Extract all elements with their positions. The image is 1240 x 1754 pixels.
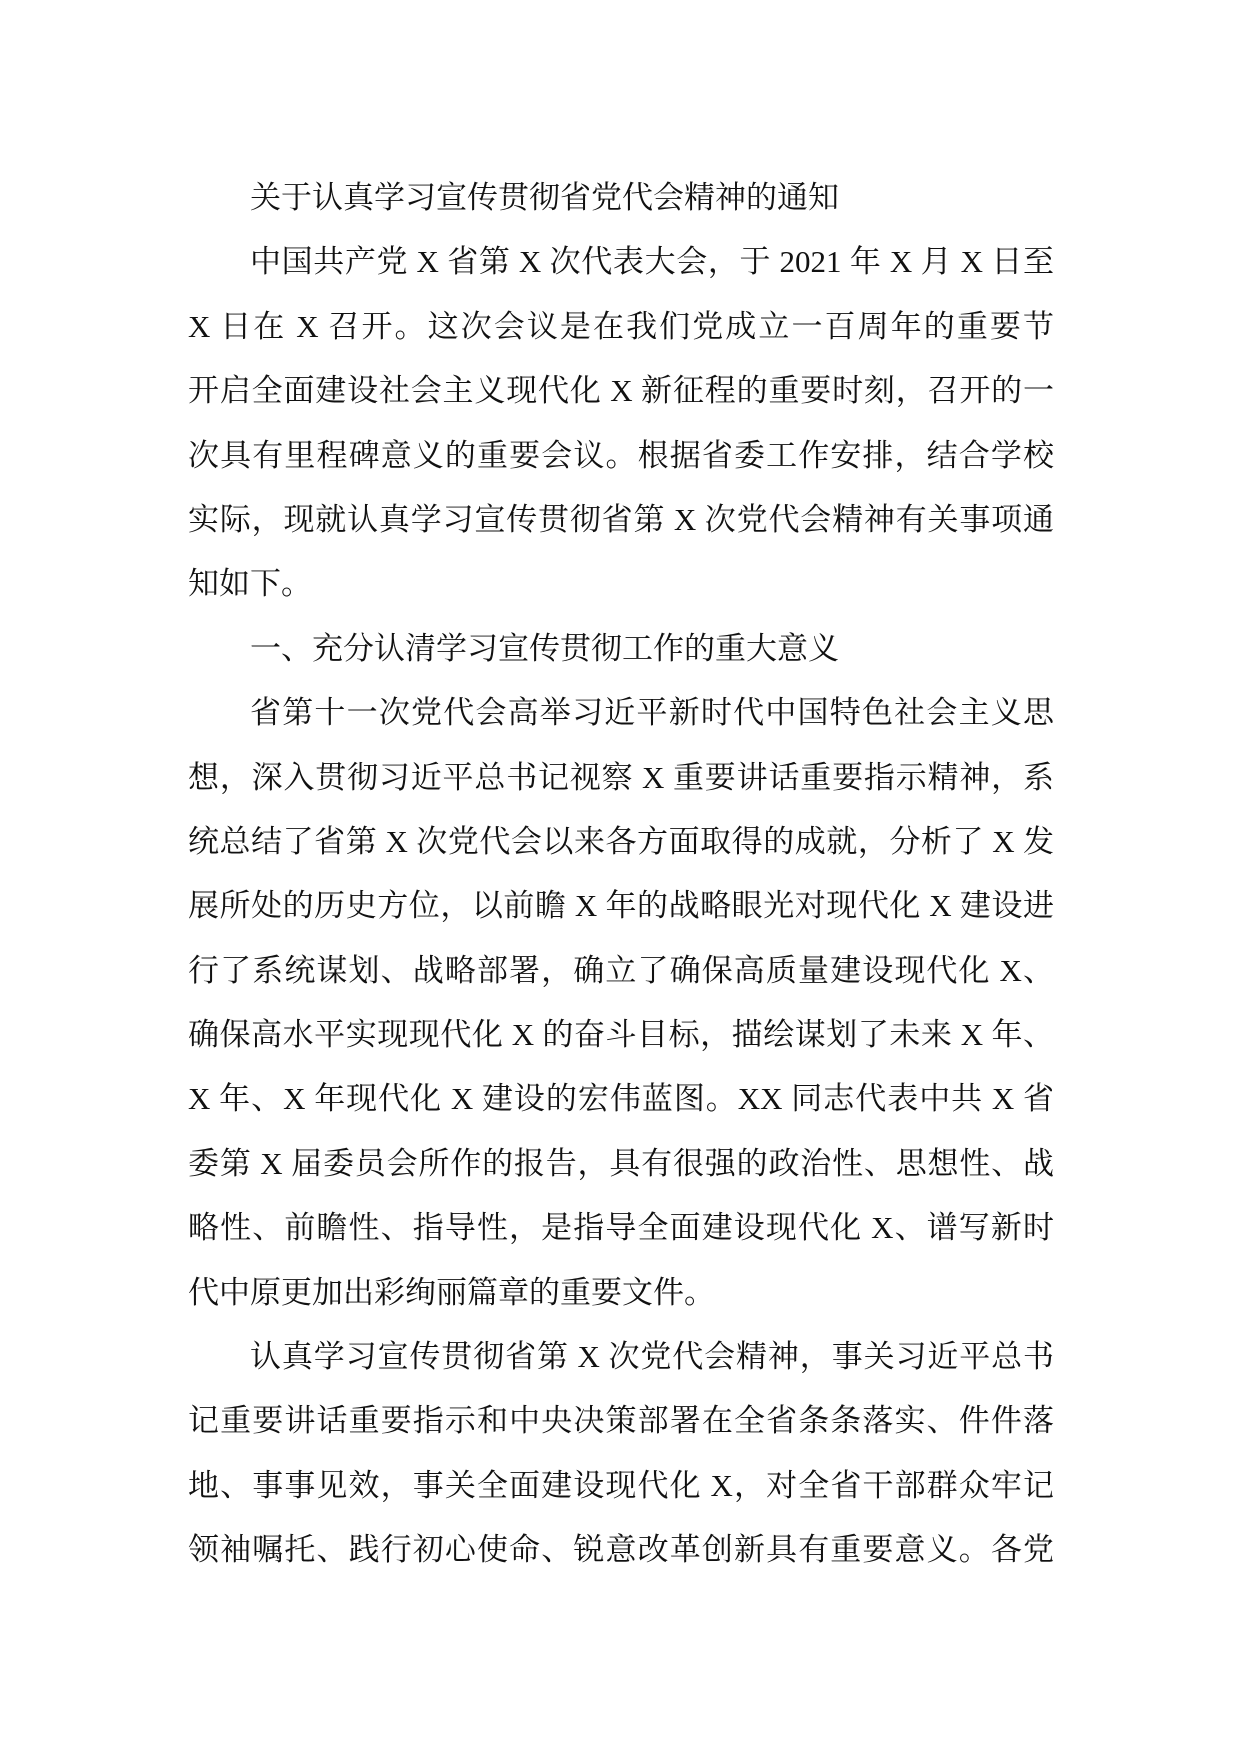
paragraph-line: X 日在 X 召开。这次会议是在我们党成立一百周年的重要节 — [188, 308, 1054, 344]
paragraph-line: X 年、X 年现代化 X 建设的宏伟蓝图。XX 同志代表中共 X 省 — [188, 1081, 1054, 1117]
paragraph-line: 展所处的历史方位，以前瞻 X 年的战略眼光对现代化 X 建设进 — [188, 888, 1054, 924]
paragraph-line: 委第 X 届委员会所作的报告，具有很强的政治性、思想性、战 — [188, 1145, 1054, 1181]
paragraph-line: 代中原更加出彩绚丽篇章的重要文件。 — [188, 1274, 715, 1310]
paragraph-line: 次具有里程碑意义的重要会议。根据省委工作安排，结合学校 — [188, 437, 1054, 473]
paragraph-line: 中国共产党 X 省第 X 次代表大会，于 2021 年 X 月 X 日至 — [250, 244, 1054, 280]
paragraph-line: 略性、前瞻性、指导性，是指导全面建设现代化 X、谱写新时 — [188, 1210, 1054, 1246]
document-body — [188, 166, 1054, 1583]
paragraph-line: 想，深入贯彻习近平总书记视察 X 重要讲话重要指示精神，系 — [188, 759, 1054, 795]
paragraph-line: 实际，现就认真学习宣传贯彻省第 X 次党代会精神有关事项通 — [188, 501, 1054, 537]
paragraph-line: 认真学习宣传贯彻省第 X 次党代会精神，事关习近平总书 — [250, 1339, 1054, 1375]
paragraph-3 — [188, 1325, 1054, 1583]
paragraph-line: 地、事事见效，事关全面建设现代化 X，对全省干部群众牢记 — [188, 1467, 1054, 1503]
paragraph-line: 统总结了省第 X 次党代会以来各方面取得的成就，分析了 X 发 — [188, 823, 1054, 859]
paragraph-line: 领袖嘱托、践行初心使命、锐意改革创新具有重要意义。各党 — [188, 1532, 1054, 1568]
paragraph-line: 行了系统谋划、战略部署，确立了确保高质量建设现代化 X、 — [188, 952, 1054, 988]
paragraph-2 — [188, 681, 1054, 1325]
paragraph-1 — [188, 230, 1054, 616]
paragraph-line: 确保高水平实现现代化 X 的奋斗目标，描绘谋划了未来 X 年、 — [188, 1017, 1054, 1053]
section-heading: 一、充分认清学习宣传贯彻工作的重大意义 — [250, 630, 839, 666]
paragraph-line: 省第十一次党代会高举习近平新时代中国特色社会主义思 — [250, 695, 1054, 731]
paragraph-line: 开启全面建设社会主义现代化 X 新征程的重要时刻，召开的一 — [188, 373, 1054, 409]
document-title: 关于认真学习宣传贯彻省党代会精神的通知 — [250, 180, 839, 215]
paragraph-line: 记重要讲话重要指示和中央决策部署在全省条条落实、件件落 — [188, 1403, 1054, 1439]
paragraph-line: 知如下。 — [188, 566, 312, 602]
